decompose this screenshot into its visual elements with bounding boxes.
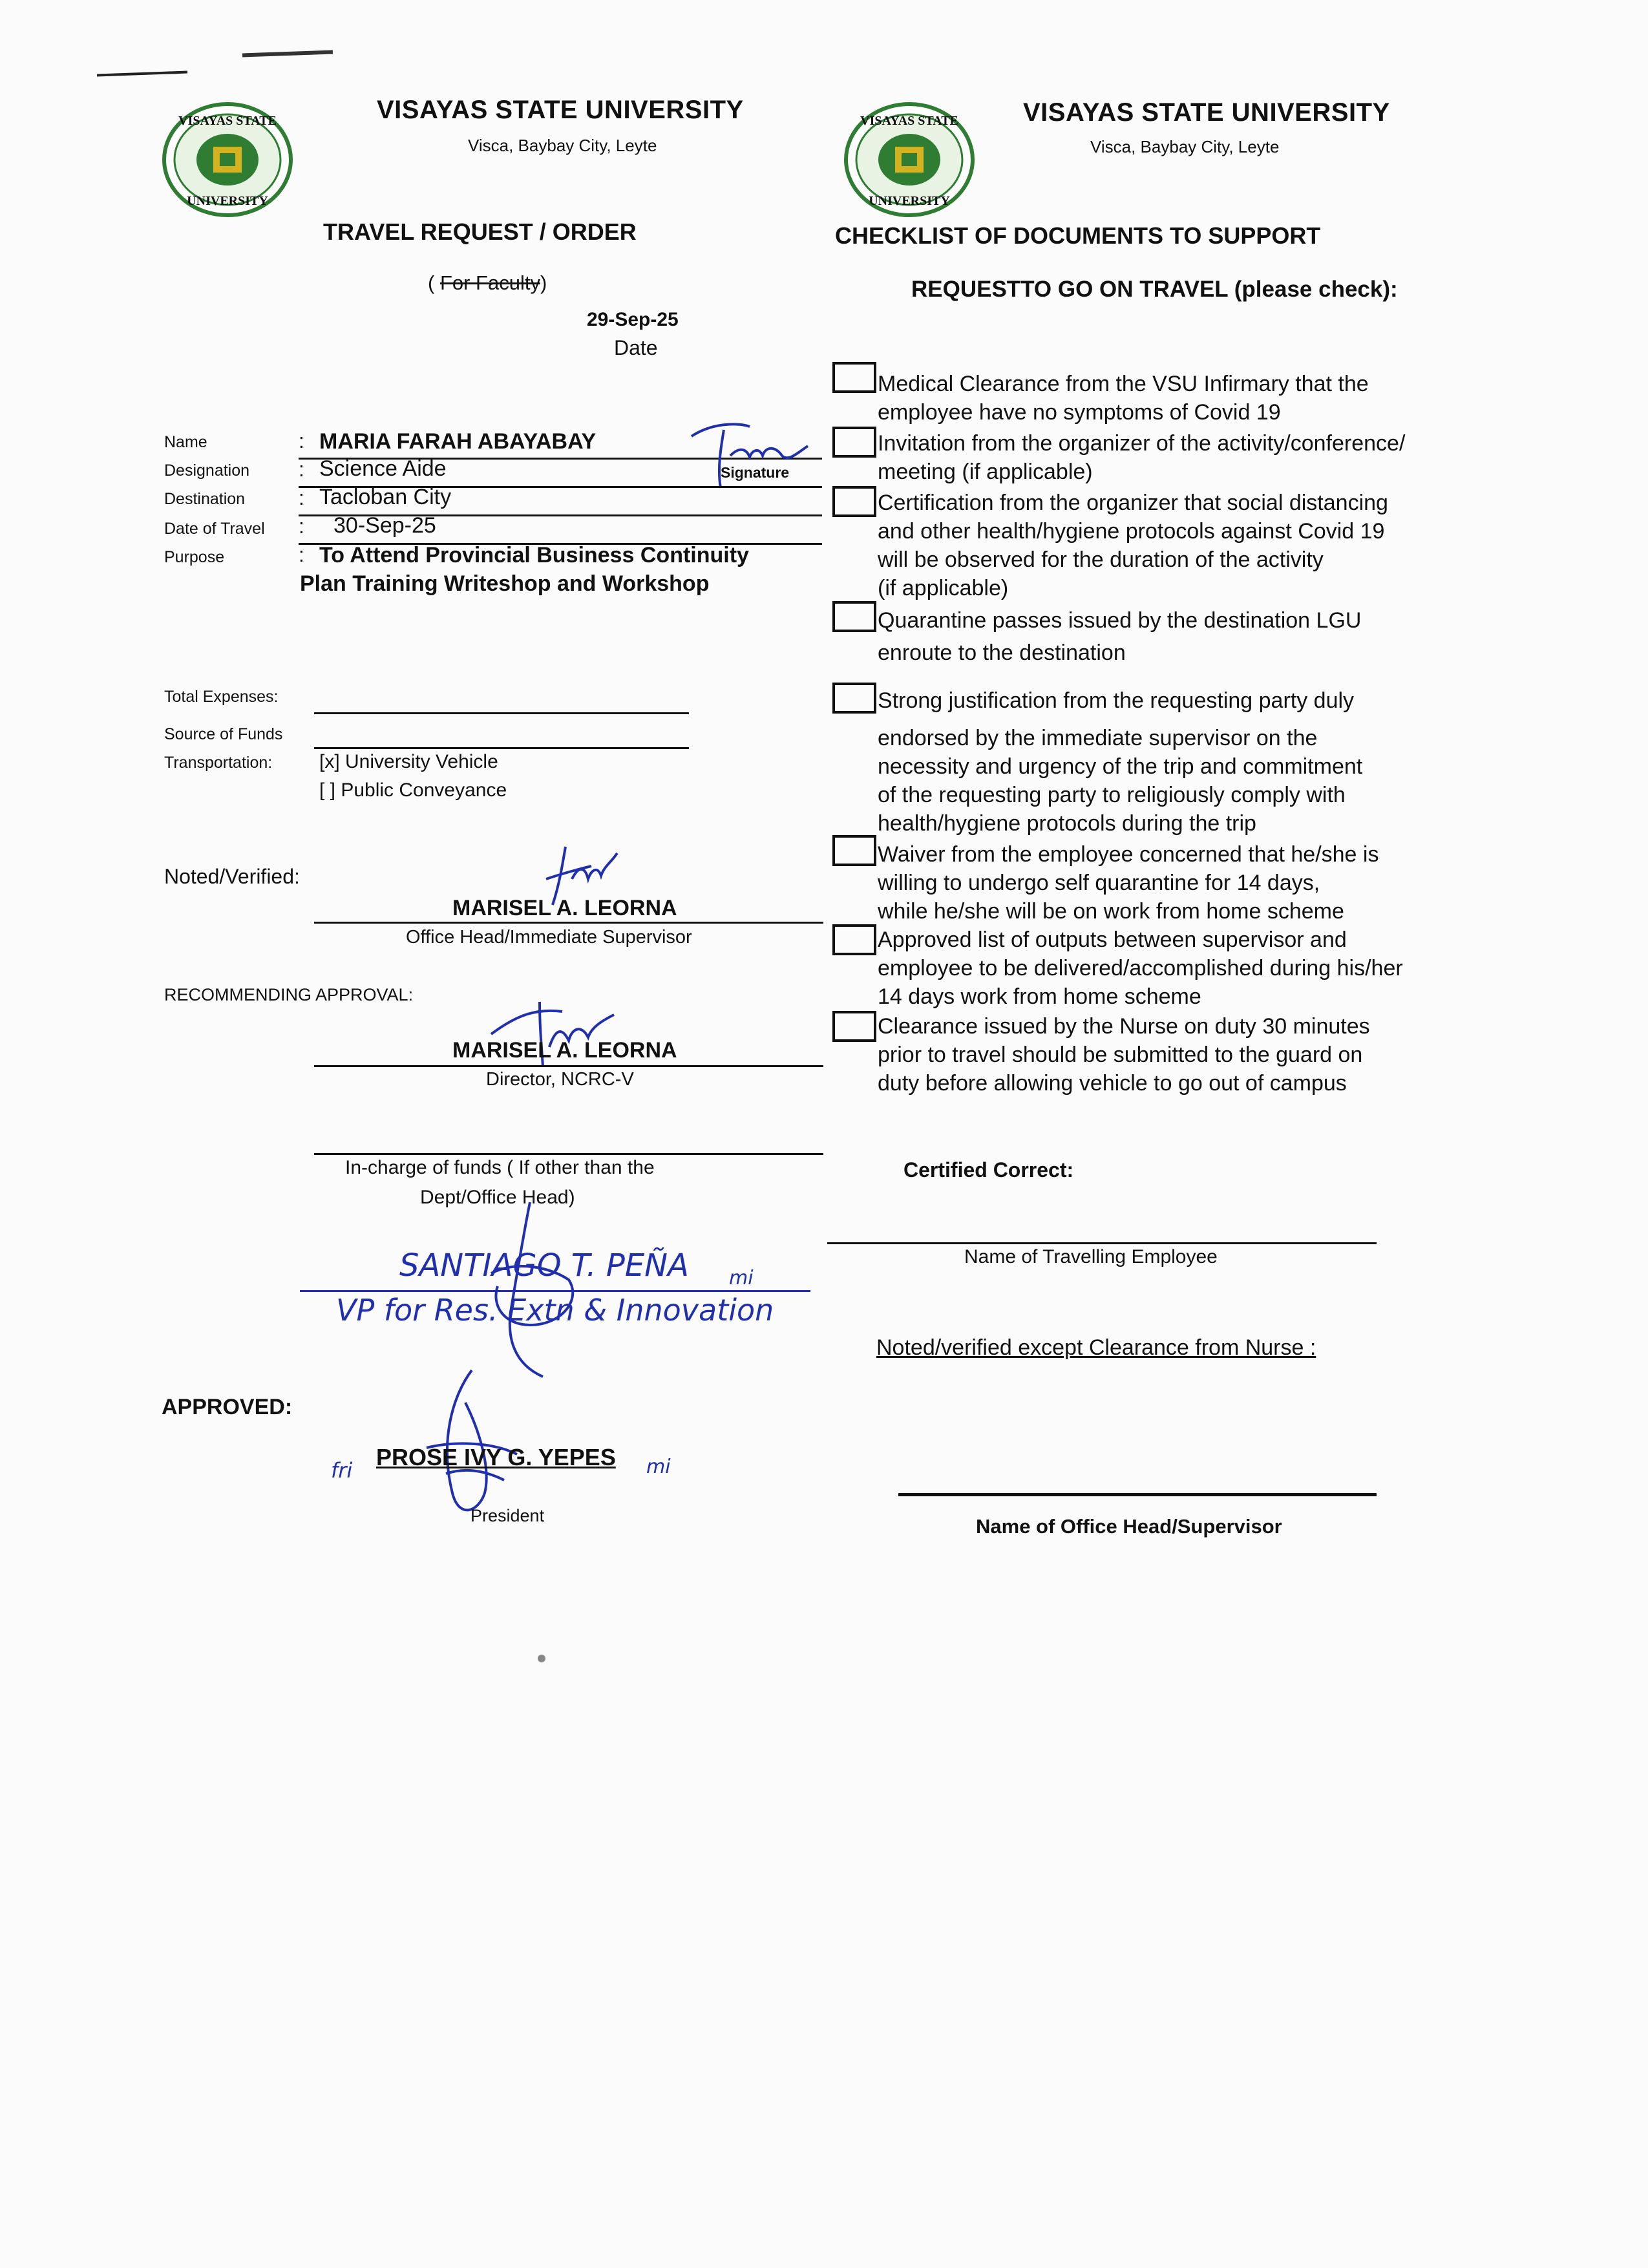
- for-faculty-label: ( For Faculty): [428, 271, 547, 294]
- date-of-travel-label: Date of Travel: [164, 520, 265, 538]
- checkbox-medical-clearance[interactable]: [832, 362, 876, 393]
- travelling-employee-line: [827, 1242, 1377, 1244]
- scan-mark: [242, 50, 333, 58]
- university-address: Visca, Baybay City, Leyte: [468, 136, 657, 155]
- purpose-line2: Plan Training Writeshop and Workshop: [300, 571, 710, 596]
- svg-text:VISAYAS STATE: VISAYAS STATE: [860, 114, 958, 128]
- transport-option-university-vehicle[interactable]: [x] University Vehicle: [319, 751, 498, 772]
- request-date-label: Date: [614, 336, 658, 359]
- university-seal: [162, 101, 294, 218]
- certified-correct-label: Certified Correct:: [903, 1158, 1074, 1182]
- checkbox-strong-justification[interactable]: [832, 683, 876, 714]
- total-expenses-line: [314, 712, 689, 714]
- checkbox-quarantine-passes[interactable]: [832, 601, 876, 632]
- signature-label: Signature: [721, 464, 790, 481]
- name-label: Name: [164, 433, 207, 451]
- university-name-right: VISAYAS STATE UNIVERSITY: [1023, 98, 1390, 127]
- approved-label: APPROVED:: [162, 1395, 293, 1419]
- recommending-name: MARISEL A. LEORNA: [452, 1038, 677, 1063]
- office-head-line: [898, 1493, 1377, 1496]
- scan-speck: [538, 1655, 545, 1662]
- president-prefix: fri: [331, 1458, 353, 1483]
- purpose-label: Purpose: [164, 548, 225, 566]
- recommending-line: [314, 1065, 823, 1067]
- recommending-approval-label: RECOMMENDING APPROVAL:: [164, 985, 414, 1004]
- transportation-label: Transportation:: [164, 754, 273, 772]
- checklist-item-8: Clearance issued by the Nurse on duty 30 minutes prior to travel should be submitted to the guard on duty before allowing vehicle to go out of campus: [878, 1014, 1370, 1096]
- checklist-item-5: Strong justification from the requesting party duly endorsed by the immediate supervisor on the necessity and urgency of the trip and commitment of the requesting party to religiously comply with health/hygiene protocols during the trip: [878, 688, 1363, 836]
- checklist-item-2: Invitation from the organizer of the activity/conference/ meeting (if applicable): [878, 431, 1406, 484]
- incharge-label-line1: In-charge of funds ( If other than the: [345, 1157, 655, 1178]
- designation-label: Designation: [164, 461, 250, 480]
- colon: :: [299, 429, 304, 452]
- checklist-item-4: Quarantine passes issued by the destination LGU enroute to the destination: [878, 608, 1362, 665]
- checklist-item-7: Approved list of outputs between supervisor and employee to be delivered/accomplished during his/her 14 days work from home scheme: [878, 927, 1403, 1009]
- checkbox-waiver[interactable]: [832, 835, 876, 866]
- scan-mark: [97, 71, 187, 77]
- noted-line: [314, 922, 823, 924]
- checkbox-invitation[interactable]: [832, 427, 876, 458]
- office-head-label: Name of Office Head/Supervisor: [976, 1515, 1282, 1538]
- destination-label: Destination: [164, 490, 246, 508]
- university-address-right: Visca, Baybay City, Leyte: [1090, 137, 1280, 156]
- destination-value: Tacloban City: [319, 485, 452, 509]
- date-of-travel-value: 30-Sep-25: [333, 513, 436, 538]
- vp-signature: [452, 1196, 607, 1383]
- transport-option-public-conveyance[interactable]: [ ] Public Conveyance: [319, 779, 507, 801]
- checkbox-approved-outputs[interactable]: [832, 924, 876, 955]
- checklist-item-6: Waiver from the employee concerned that he/she is willing to undergo self quarantine for 14 days, while he/she will be on work from home scheme: [878, 842, 1379, 924]
- noted-verified-label: Noted/Verified:: [164, 865, 300, 888]
- noted-title: Office Head/Immediate Supervisor: [406, 927, 692, 948]
- checklist-title: CHECKLIST OF DOCUMENTS TO SUPPORT: [835, 222, 1321, 249]
- president-suffix: mi: [646, 1456, 671, 1478]
- designation-value: Science Aide: [319, 456, 447, 481]
- incharge-label-line2: Dept/Office Head): [420, 1187, 575, 1208]
- colon: :: [299, 458, 304, 481]
- noted-name: MARISEL A. LEORNA: [452, 896, 677, 920]
- colon: :: [299, 514, 304, 538]
- president-title: President: [470, 1506, 545, 1525]
- checklist-subtitle: REQUESTTO GO ON TRAVEL (please check):: [911, 277, 1398, 302]
- president-name: PROSE IVY G. YEPES: [376, 1444, 616, 1470]
- source-of-funds-line: [314, 747, 689, 749]
- recommending-title: Director, NCRC-V: [486, 1069, 634, 1090]
- svg-text:UNIVERSITY: UNIVERSITY: [869, 194, 950, 208]
- source-of-funds-label: Source of Funds: [164, 725, 283, 743]
- svg-text:UNIVERSITY: UNIVERSITY: [187, 194, 268, 208]
- checkbox-nurse-clearance[interactable]: [832, 1011, 876, 1042]
- colon: :: [299, 486, 304, 509]
- checklist-item-1: Medical Clearance from the VSU Infirmary that the employee have no symptoms of Covid 19: [878, 372, 1369, 425]
- vp-handwritten-title: VP for Res. Extn & Innovation: [336, 1293, 774, 1328]
- checklist-item-3: Certification from the organizer that social distancing and other health/hygiene protocols against Covid 19 will be observed for the duration of the activity (if applicable): [878, 491, 1388, 600]
- total-expenses-label: Total Expenses:: [164, 688, 279, 706]
- checkbox-certification[interactable]: [832, 486, 876, 517]
- noted-except-nurse-label: Noted/verified except Clearance from Nurse :: [876, 1335, 1316, 1360]
- purpose-line1: To Attend Provincial Business Continuity: [319, 543, 749, 567]
- colon: :: [299, 543, 304, 566]
- university-seal-right: [843, 101, 976, 218]
- vp-line: [300, 1290, 810, 1292]
- name-value: MARIA FARAH ABAYABAY: [319, 429, 597, 454]
- travel-request-title: TRAVEL REQUEST / ORDER: [323, 218, 637, 245]
- vp-handwritten-suffix: mi: [729, 1267, 754, 1289]
- request-date-value: 29-Sep-25: [587, 309, 679, 330]
- university-name: VISAYAS STATE UNIVERSITY: [377, 96, 744, 124]
- svg-text:VISAYAS STATE: VISAYAS STATE: [178, 114, 277, 128]
- incharge-line: [314, 1153, 823, 1155]
- travelling-employee-label: Name of Travelling Employee: [964, 1246, 1218, 1267]
- vp-handwritten-name: SANTIAGO T. PEÑA: [399, 1247, 689, 1284]
